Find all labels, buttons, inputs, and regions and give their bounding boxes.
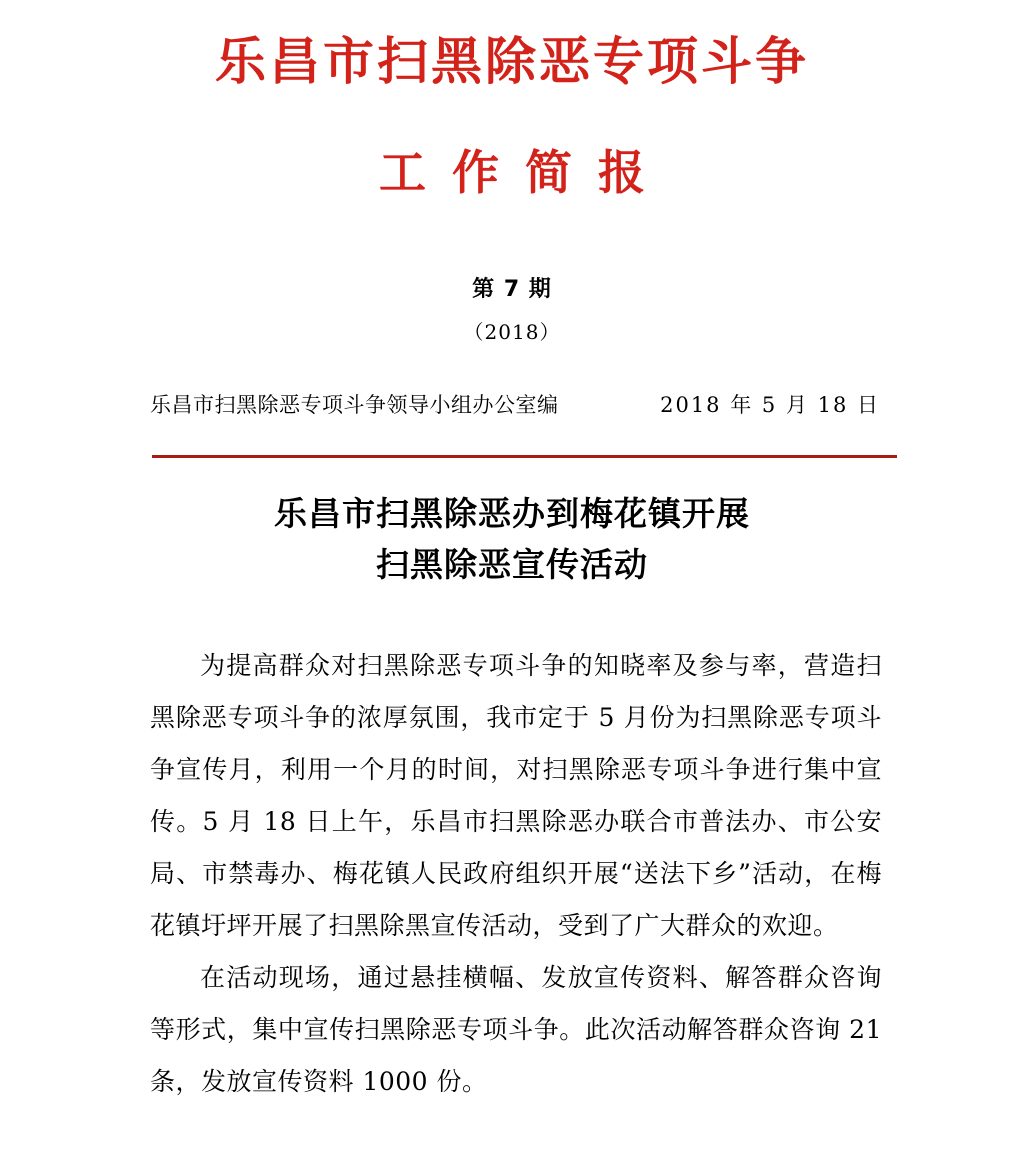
article-headline-line-2: 扫黑除恶宣传活动 bbox=[376, 545, 648, 584]
article-paragraph: 为提高群众对扫黑除恶专项斗争的知晓率及参与率，营造扫黑除恶专项斗争的浓厚氛围，我市定于 5 月份为扫黑除恶专项斗争宣传月，利用一个月的时间，对扫黑除恶专项斗争进行集中宣传。5 月 18 日上午，乐昌市扫黑除恶办联合市普法办、市公安局、市禁毒办、梅花镇人民政府组织开展“送法下乡”活动，在梅花镇圩坪开展了扫黑除黑宣传活动，受到了广大群众的欢迎。 bbox=[150, 651, 882, 940]
article-paragraph: 在活动现场，通过悬挂横幅、发放宣传资料、解答群众咨询等形式，集中宣传扫黑除恶专项斗争。此次活动解答群众咨询 21 条，发放宣传资料 1000 份。 bbox=[150, 963, 882, 1096]
article-body bbox=[150, 640, 882, 1108]
masthead-subtitle: 工作简报 bbox=[379, 146, 671, 202]
publisher-row bbox=[150, 389, 880, 419]
article-headline-line-1: 乐昌市扫黑除恶办到梅花镇开展 bbox=[274, 494, 750, 533]
red-divider-rule bbox=[152, 455, 897, 458]
publisher-organization: 乐昌市扫黑除恶专项斗争领导小组办公室编 bbox=[150, 393, 559, 417]
issue-year: （2018） bbox=[463, 320, 561, 344]
article-headline bbox=[0, 488, 1024, 590]
masthead-title: 乐昌市扫黑除恶专项斗争 bbox=[214, 32, 809, 92]
issue-number: 第 7 期 bbox=[472, 277, 552, 302]
masthead bbox=[0, 0, 1024, 200]
publication-date: 2018 年 5 月 18 日 bbox=[660, 393, 880, 417]
